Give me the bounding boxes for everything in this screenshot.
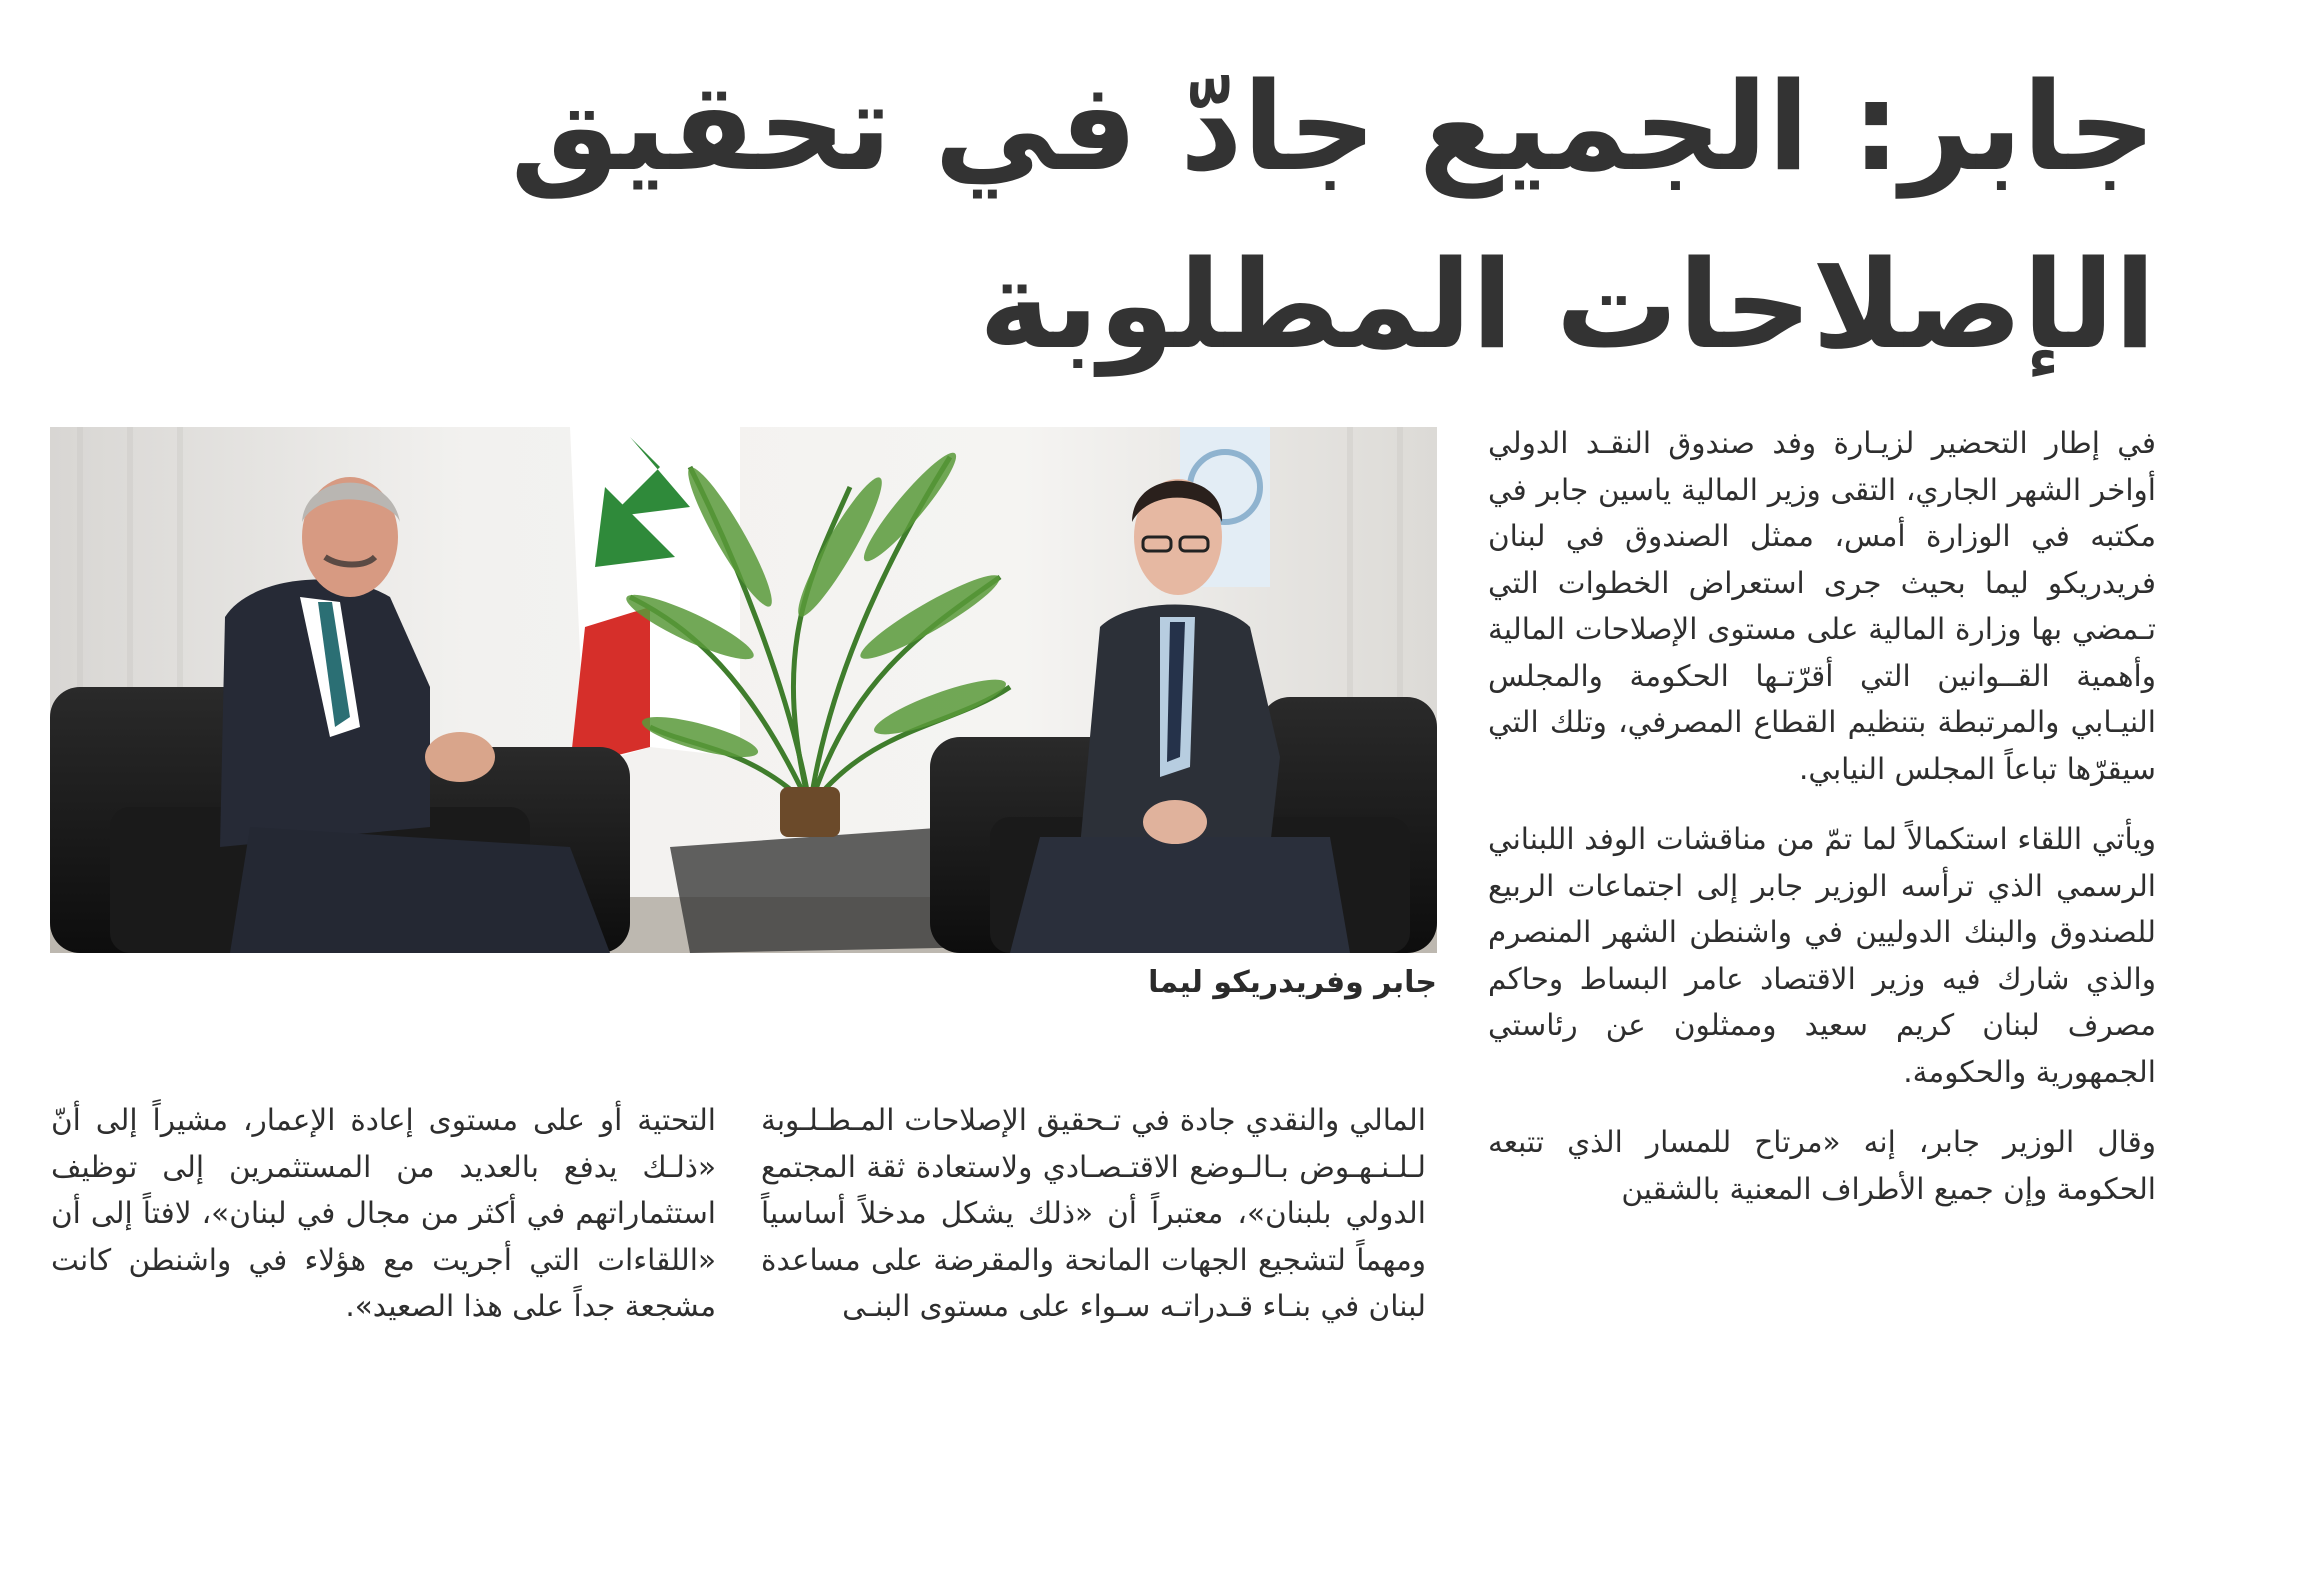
news-photo <box>50 427 1437 953</box>
article-paragraph-5: التحتية أو على مستوى إعادة الإعمار، مشيراً إلى أنّ «ذلـك يدفع بالعديد من المستثمرين إلى توظيف استثماراتهم في أكثر من مجال في لبنان»، لافتاً إلى أن «اللقاءات التي أجريت مع هؤلاء في واشنطن كانت مشجعة جداً على هذا الصعيد». <box>51 1103 716 1323</box>
article-paragraph-3: وقال الوزير جابر، إنه «مرتاح للمسار الذي تتبعه الحكومة وإن جميع الأطراف المعنية بالشقين <box>1488 1125 2156 1206</box>
headline-line-2: الإصلاحات المطلوبة <box>978 234 2156 376</box>
article-paragraph-2: ويأتي اللقاء استكمالاً لما تمّ من مناقشات الوفد اللبناني الرسمي الذي ترأسه الوزير جابر إلى اجتماعات الربيع للصندوق والبنك الدوليين في واشنطن الشهر المنصرم والذي شارك فيه وزير الاقتصاد عامر البساط وحاكم مصرف لبنان كريم سعيد وممثلون عن رئاستي الجمهورية والحكومة. <box>1488 822 2156 1089</box>
article-paragraph-4: المالي والنقدي جادة في تـحقيق الإصلاحات المـطـلـوبة لـلـنـهـوض بـالـوضع الاقتـصـادي ولاستعادة ثقة المجتمع الدولي بلبنان»، معتبراً أن «ذلك يشكل مدخلاً أساسياً ومهماً لتشجيع الجهات المانحة والمقرضة على مساعدة لبنان في بنـاء قـدراتـه سـواء على مستوى البنـى <box>761 1103 1426 1323</box>
article-column-middle <box>761 1097 1426 1354</box>
lebanese-flag <box>570 427 740 767</box>
article-column-right <box>1488 420 2156 1236</box>
article-column-left <box>51 1097 716 1354</box>
headline-line-1: جابر: الجميع جادّ في تحقيق <box>510 56 2156 198</box>
article-paragraph-1: في إطار التحضير لزيـارة وفد صندوق النقـد الدولي أواخر الشهر الجاري، التقى وزير المالية ياسين جابر في مكتبه في الوزارة أمس، ممثل الصندوق في لبنان فريدريكو ليما بحيث جرى استعراض الخطوات التي تـمضي بها وزارة المالية على مستوى الإصلاحات المالية وأهمية القــوانين التي أقرّتـها الحكومة والمجلس النيـابي والمرتبطة بتنظيم القطاع المصرفي، وتلك التي سيقرّها تباعاً المجلس النيابي. <box>1488 426 2156 786</box>
headline <box>510 38 2156 394</box>
photo-caption: جابر وفريدريكو ليما <box>1148 965 1437 1000</box>
